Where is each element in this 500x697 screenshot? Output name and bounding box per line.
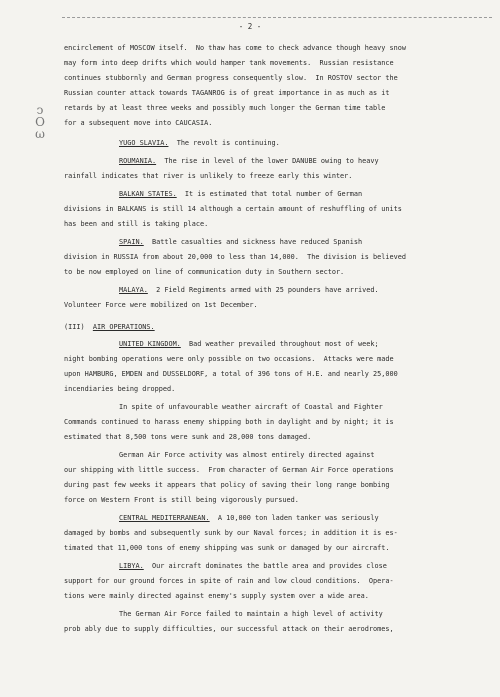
text-line xyxy=(64,205,494,214)
line-text: division in RUSSIA from about 20,000 to less than 14,000. The division is believed xyxy=(64,253,406,261)
text-line xyxy=(119,340,494,349)
line-text: timated that 11,000 tons of enemy shipping was sunk or damaged by our aircraft. xyxy=(64,544,390,552)
line-text: tions were mainly directed against enemy's supply system over a wide area. xyxy=(64,592,369,600)
line-text: divisions in BALKANS is still 14 although a certain amount of reshuffling of units xyxy=(64,205,402,213)
line-text: The revolt is continuing. xyxy=(168,139,280,147)
line-text: The German Air Force failed to maintain a high level of activity xyxy=(119,610,383,618)
line-text: encirclement of MOSCOW itself. No thaw has come to check advance though heavy snow xyxy=(64,44,406,52)
margin-annotation: ↄ O ω xyxy=(35,103,45,141)
text-line xyxy=(64,44,494,53)
line-text: Volunteer Force were mobilized on 1st December. xyxy=(64,301,258,309)
line-text: 2 Field Regiments armed with 25 pounders have arrived. xyxy=(147,286,379,294)
line-text: prob ably due to supply difficulties, our successful attack on their aerodromes, xyxy=(64,625,394,633)
line-text: retards by at least three weeks and possibly much longer the German time table xyxy=(64,104,386,112)
text-line xyxy=(64,370,494,379)
text-line xyxy=(119,514,494,523)
line-text: German Air Force activity was almost entirely directed against xyxy=(119,451,375,459)
text-line xyxy=(119,403,494,412)
text-line xyxy=(119,286,494,295)
line-text: support for our ground forces in spite of rain and low cloud conditions. Opera- xyxy=(64,577,394,585)
text-line xyxy=(64,529,494,538)
line-text: may form into deep drifts which would hamper tank movements. Russian resistance xyxy=(64,59,394,67)
line-text: has been and still is taking place. xyxy=(64,220,209,228)
section-heading: UNITED KINGDOM. xyxy=(119,340,181,348)
section-heading: YUGO SLAVIA. xyxy=(119,139,169,147)
line-text: rainfall indicates that river is unlikely to freeze early this winter. xyxy=(64,172,353,180)
line-text: The rise in level of the lower DANUBE owing to heavy xyxy=(156,157,379,165)
text-line xyxy=(64,496,494,505)
text-line xyxy=(64,481,494,490)
line-text: (III) xyxy=(64,323,93,331)
page-number: - 2 - xyxy=(238,22,262,31)
text-line xyxy=(64,301,494,310)
text-line xyxy=(64,385,494,394)
line-text: during past few weeks it appears that policy of saving their long range bombing xyxy=(64,481,390,489)
text-line xyxy=(64,466,494,475)
line-text: for a subsequent move into CAUCASIA. xyxy=(64,119,213,127)
text-line xyxy=(64,625,494,634)
line-text: force on Western Front is still being vigorously pursued. xyxy=(64,496,299,504)
text-line xyxy=(64,268,494,277)
text-line xyxy=(64,74,494,83)
section-heading: CENTRAL MEDITERRANEAN. xyxy=(119,514,210,522)
text-line xyxy=(119,157,494,166)
line-text: In spite of unfavourable weather aircraft of Coastal and Fighter xyxy=(119,403,383,411)
text-line xyxy=(64,104,494,113)
text-line xyxy=(64,577,494,586)
line-text: Our aircraft dominates the battle area and provides close xyxy=(143,562,387,570)
section-heading: AIR OPERATIONS. xyxy=(92,323,155,331)
line-text: It is estimated that total number of German xyxy=(176,190,363,198)
text-line xyxy=(119,139,494,148)
line-text: Russian counter attack towards TAGANROG is of great importance in as much as it xyxy=(64,89,390,97)
text-line xyxy=(119,451,494,460)
text-line xyxy=(119,190,494,199)
text-line xyxy=(64,59,494,68)
line-text: our shipping with little success. From character of German Air Force operations xyxy=(64,466,394,474)
text-line xyxy=(64,418,494,427)
text-line xyxy=(64,172,494,181)
line-text: to be now employed on line of communication duty in Southern sector. xyxy=(64,268,345,276)
text-line xyxy=(64,544,494,553)
text-line xyxy=(64,220,494,229)
text-line xyxy=(64,355,494,364)
line-text: Bad weather prevailed throughout most of week; xyxy=(180,340,379,348)
section-heading: SPAIN. xyxy=(119,238,144,246)
line-text: night bombing operations were only possible on two occasions. Attacks were made xyxy=(64,355,394,363)
line-text: incendiaries being dropped. xyxy=(64,385,176,393)
text-line xyxy=(64,433,494,442)
line-text: Commands continued to harass enemy shipping both in daylight and by night; it is xyxy=(64,418,394,426)
text-line xyxy=(64,89,494,98)
text-line xyxy=(119,238,494,247)
text-line xyxy=(64,253,494,262)
text-line xyxy=(64,592,494,601)
text-line xyxy=(64,323,494,332)
section-heading: LIBYA. xyxy=(119,562,144,570)
line-text: Battle casualties and sickness have reduced Spanish xyxy=(143,238,363,246)
text-line xyxy=(64,119,494,128)
top-rule xyxy=(62,17,492,18)
section-heading: ROUMANIA. xyxy=(119,157,157,165)
section-heading: MALAYA. xyxy=(119,286,148,294)
line-text: upon HAMBURG, EMDEN and DUSSELDORF, a total of 396 tons of H.E. and nearly 25,000 xyxy=(64,370,398,378)
line-text: damaged by bombs and subsequently sunk by our Naval forces; in addition it is es- xyxy=(64,529,398,537)
text-line xyxy=(119,562,494,571)
line-text: A 10,000 ton laden tanker was seriously xyxy=(209,514,379,522)
text-line xyxy=(119,610,494,619)
line-text: estimated that 8,500 tons were sunk and 28,000 tons damaged. xyxy=(64,433,312,441)
line-text: continues stubbornly and German progress consequently slow. In ROSTOV sector the xyxy=(64,74,398,82)
section-heading: BALKAN STATES. xyxy=(119,190,177,198)
